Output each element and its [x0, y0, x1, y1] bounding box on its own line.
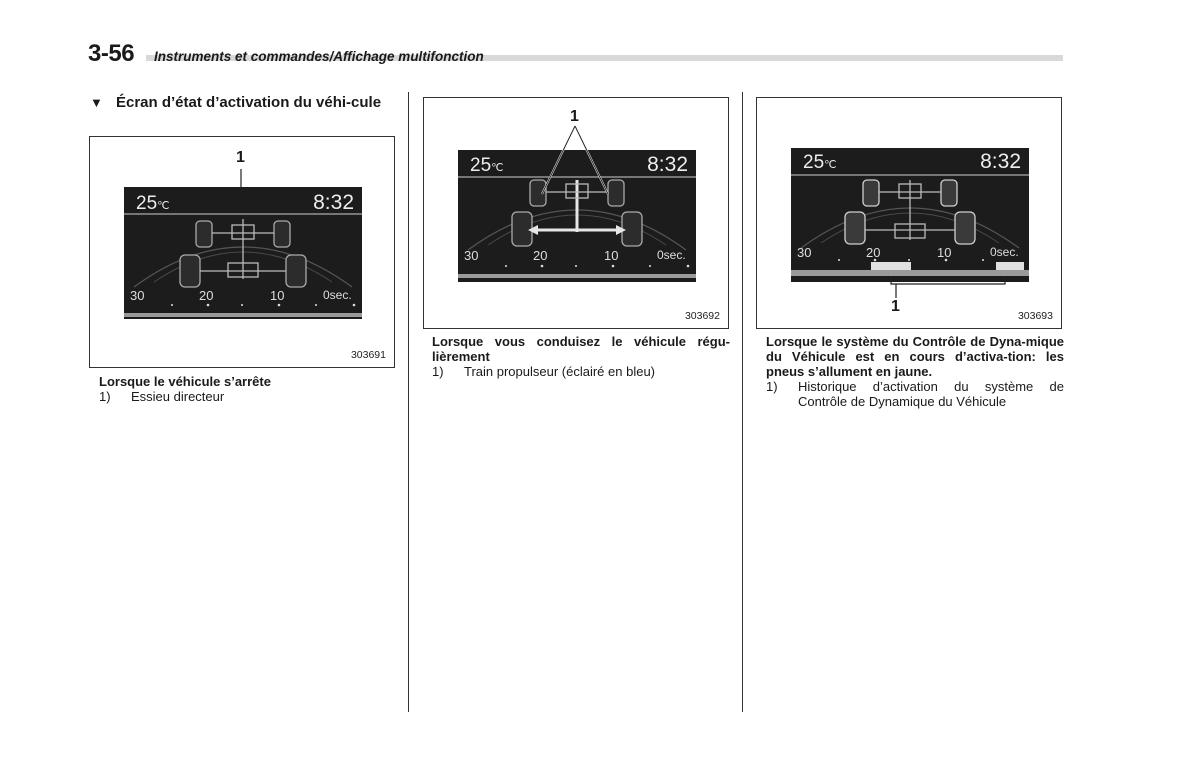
scale-label: 10 — [270, 288, 285, 303]
clock-readout: 8:32 — [980, 150, 1021, 173]
item-text: Historique d’activation du système de Contrôle de Dynamique du Véhicule — [798, 379, 1064, 409]
scale-label: 0sec. — [323, 288, 352, 302]
triangle-marker-icon: ▼ — [90, 95, 103, 110]
clock-readout: 8:32 — [647, 153, 688, 176]
callout-number: 1 — [236, 149, 245, 166]
column-divider — [742, 92, 743, 712]
scale-label: 0sec. — [990, 245, 1019, 259]
figure-id: 303691 — [350, 349, 386, 361]
scale-label: 0sec. — [657, 248, 686, 262]
clock-readout: 8:32 — [313, 191, 354, 214]
list-item — [99, 389, 389, 404]
figure-3 — [756, 97, 1062, 329]
page-number: 3-56 — [88, 40, 135, 67]
callout-leader — [424, 98, 728, 238]
figure-2-caption — [432, 334, 730, 379]
list-item — [766, 379, 1064, 409]
section-heading-text: Écran d’état d’activation du véhi-cule — [116, 94, 382, 111]
scale-label: 10 — [937, 245, 952, 260]
callout-number: 1 — [891, 298, 900, 315]
figure-2 — [423, 97, 729, 329]
figure-3-caption — [766, 334, 1064, 409]
item-text: Train propulseur (éclairé en bleu) — [464, 364, 656, 379]
list-item — [432, 364, 730, 379]
header-title: Instruments et commandes/Affichage multifonction — [154, 49, 484, 64]
scale-label: 10 — [604, 248, 619, 263]
callout-leader — [757, 98, 1061, 328]
caption-title: Lorsque le système du Contrôle de Dyna-mique du Véhicule est en cours d’activa-tion: les pneus s’allument en jaune. — [766, 334, 1064, 379]
figure-1 — [89, 136, 395, 368]
figure-id: 303692 — [684, 310, 720, 322]
item-number: 1) — [99, 389, 111, 404]
temperature-readout: 25℃ — [136, 193, 170, 214]
figure-1-caption — [99, 374, 389, 404]
scale-label: 20 — [199, 288, 214, 303]
item-number: 1) — [766, 379, 778, 394]
caption-title: Lorsque vous conduisez le véhicule régu-lièrement — [432, 334, 730, 364]
vehicle-display-screen — [124, 187, 362, 319]
callout-number: 1 — [570, 108, 579, 125]
scale-label: 20 — [866, 245, 881, 260]
scale-label: 30 — [797, 245, 812, 260]
item-text: Essieu directeur — [131, 389, 225, 404]
caption-title: Lorsque le véhicule s’arrête — [99, 374, 271, 389]
section-heading — [90, 94, 390, 112]
figure-id: 303693 — [1017, 310, 1053, 322]
scale-label: 30 — [464, 248, 479, 263]
column-divider — [408, 92, 409, 712]
temperature-readout: 25℃ — [803, 152, 837, 173]
temperature-readout: 25℃ — [470, 155, 504, 176]
scale-label: 20 — [533, 248, 548, 263]
item-number: 1) — [432, 364, 444, 379]
scale-label: 30 — [130, 288, 145, 303]
